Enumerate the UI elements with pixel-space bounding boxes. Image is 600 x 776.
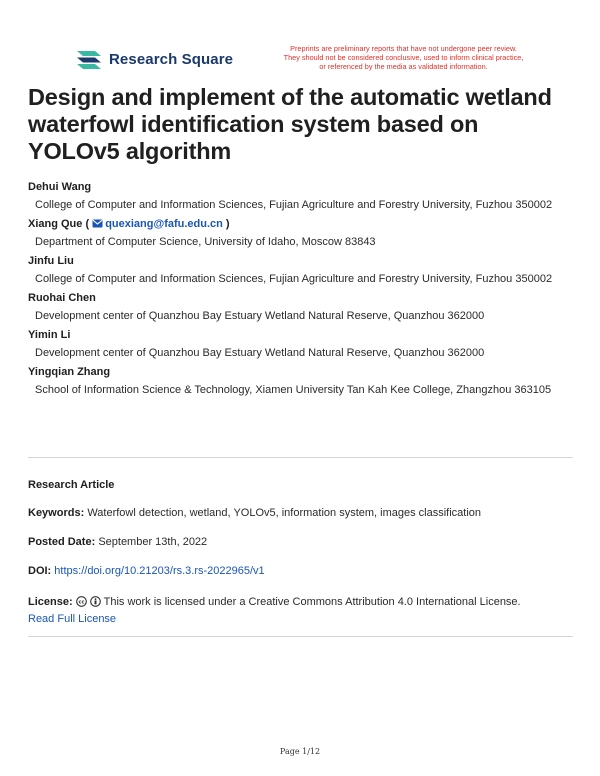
license-row [28, 594, 573, 628]
page-number: Page 1/12 [279, 747, 321, 756]
author-affiliation: Department of Computer Science, University of Idaho, Moscow 83843 [35, 236, 376, 248]
envelope-icon [92, 219, 103, 228]
license-text: This work is licensed under a Creative Commons Attribution 4.0 International License. [103, 596, 521, 608]
brand-name: Research Square [109, 50, 234, 68]
keywords-row [28, 505, 573, 522]
author-name[interactable]: Dehui Wang [28, 181, 92, 193]
keywords-label: Keywords: [28, 507, 85, 519]
author-affiliation: Development center of Quanzhou Bay Estuary Wetland Natural Reserve, Quanzhou 362000 [35, 347, 485, 359]
author-name[interactable]: Jinfu Liu [28, 255, 74, 267]
license-label: License: [28, 596, 73, 608]
author-affiliation: Development center of Quanzhou Bay Estuary Wetland Natural Reserve, Quanzhou 362000 [35, 310, 485, 322]
keywords-value: Waterfowl detection, wetland, YOLOv5, information system, images classification [87, 507, 482, 519]
creative-commons-icon [76, 596, 87, 607]
paper-title: Design and implement of the automatic wetland waterfowl identification system based on YOLOv5 algorithm [28, 84, 552, 164]
research-square-logo-icon [75, 48, 103, 70]
author-name[interactable]: Xiang Que [28, 218, 83, 230]
author-name[interactable]: Yimin Li [28, 329, 71, 341]
author-entry [28, 363, 573, 399]
author-affiliation: College of Computer and Information Sciences, Fujian Agriculture and Forestry University, Fuzhou 350002 [35, 199, 553, 211]
posted-date-label: Posted Date: [28, 536, 96, 548]
author-affiliation: College of Computer and Information Sciences, Fujian Agriculture and Forestry University, Fuzhou 350002 [35, 273, 553, 285]
svg-text:cc: cc [78, 599, 85, 606]
author-entry [28, 252, 573, 288]
section-divider [28, 636, 573, 637]
author-name-row: Xiang Que ( quexiang@fafu.edu.cn ) [28, 218, 230, 230]
read-full-license-link[interactable]: Read Full License [28, 613, 117, 625]
doi-row [28, 563, 573, 580]
section-divider [28, 457, 573, 458]
author-entry [28, 289, 573, 325]
disclaimer-line: Preprints are preliminary reports that have not undergone peer review. [290, 44, 517, 53]
author-affiliation: School of Information Science & Technology, Xiamen University Tan Kah Kee College, Zhangzhou 363105 [35, 384, 552, 396]
posted-date-value: September 13th, 2022 [98, 536, 208, 548]
research-square-logo[interactable] [75, 48, 233, 70]
doi-label: DOI: [28, 565, 52, 577]
article-type: Research Article [28, 479, 115, 491]
disclaimer-line: They should not be considered conclusive, used to inform clinical practice, [283, 53, 524, 62]
author-entry [28, 326, 573, 362]
author-name[interactable]: Ruohai Chen [28, 292, 96, 304]
author-list [28, 178, 573, 400]
author-name[interactable]: Yingqian Zhang [28, 366, 111, 378]
disclaimer-line: or referenced by the media as validated information. [319, 62, 488, 71]
attribution-icon [90, 596, 101, 607]
author-email-link[interactable]: quexiang@fafu.edu.cn [105, 218, 223, 230]
doi-link[interactable]: https://doi.org/10.21203/rs.3.rs-2022965/v1 [54, 565, 265, 577]
preprint-disclaimer [266, 44, 541, 71]
posted-date-row [28, 534, 573, 551]
author-entry [28, 178, 573, 214]
author-entry [28, 215, 573, 251]
